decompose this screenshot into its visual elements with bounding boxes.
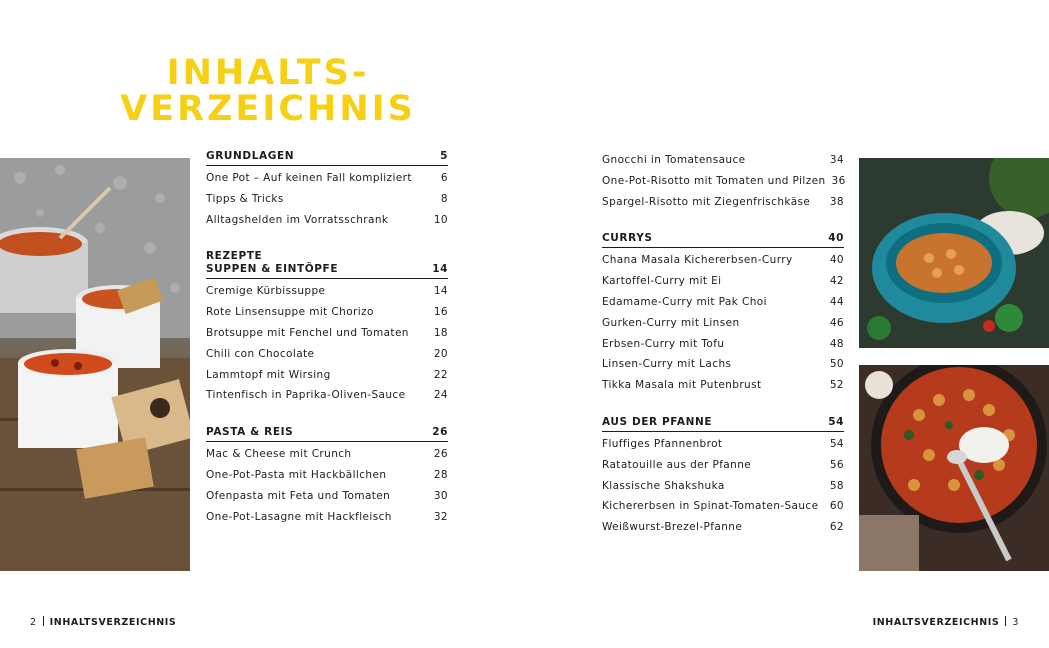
- toc-entry-label: Fluffiges Pfannenbrot: [602, 437, 723, 450]
- toc-entry-page: 54: [829, 437, 844, 450]
- toc-entry-label: Chana Masala Kichererbsen-Curry: [602, 254, 793, 267]
- toc-entry-label: Ratatouille aus der Pfanne: [602, 458, 752, 471]
- toc-section-pasta: [206, 426, 448, 527]
- footer-divider: [43, 616, 44, 626]
- toc-entry-label: Rote Linsensuppe mit Chorizo: [206, 306, 374, 319]
- page-number-right: 3: [1012, 617, 1019, 628]
- section-heading-label: CURRYS: [602, 232, 653, 245]
- toc-entry-label: One-Pot-Lasagne mit Hackfleisch: [206, 510, 392, 523]
- toc-entry-page: 42: [829, 275, 844, 288]
- section-heading: [206, 426, 448, 442]
- section-heading: [206, 250, 448, 279]
- footer-divider: [1005, 616, 1006, 626]
- toc-entry-page: 26: [433, 448, 448, 461]
- toc-section-pfanne: [602, 416, 844, 538]
- toc-entry-page: 20: [433, 347, 448, 360]
- toc-entry-label: Alltagshelden im Vorratsschrank: [206, 213, 389, 226]
- toc-entry: [206, 323, 448, 344]
- toc-section-suppen: [206, 250, 448, 406]
- toc-entry-label: Mac & Cheese mit Crunch: [206, 448, 352, 461]
- toc-column-left: [206, 150, 448, 547]
- section-heading-label: PASTA & REIS: [206, 426, 294, 439]
- toc-entry-label: Chili con Chocolate: [206, 347, 315, 360]
- toc-entry: [206, 210, 448, 231]
- toc-entry: [206, 168, 448, 189]
- toc-entry: [206, 281, 448, 302]
- toc-entry-page: 36: [831, 174, 846, 187]
- toc-entry-label: Gurken-Curry mit Linsen: [602, 316, 740, 329]
- curry-bowl-photo: [859, 158, 1049, 348]
- section-heading: [602, 232, 844, 248]
- toc-entry-label: Weißwurst-Brezel-Pfanne: [602, 521, 743, 534]
- toc-entry: [206, 486, 448, 507]
- toc-entry-page: 34: [829, 154, 844, 166]
- section-heading: [206, 150, 448, 166]
- toc-entry-page: 30: [433, 489, 448, 502]
- toc-entry-page: 10: [433, 213, 448, 226]
- toc-entry: [602, 496, 844, 517]
- footer-right: [873, 616, 1019, 628]
- toc-entry-label: One-Pot-Risotto mit Tomaten und Pilzen: [602, 174, 826, 187]
- section-heading-page: 14: [432, 263, 448, 276]
- section-heading-page: 40: [828, 232, 844, 245]
- section-heading: [602, 416, 844, 432]
- toc-entry-page: 14: [433, 285, 448, 298]
- toc-entry: [602, 434, 844, 455]
- toc-entry-label: Lammtopf mit Wirsing: [206, 368, 331, 381]
- toc-entry: [602, 313, 844, 334]
- toc-entry-label: Tipps & Tricks: [206, 192, 284, 205]
- toc-entry: [206, 507, 448, 528]
- toc-entry-label: Brotsuppe mit Fenchel und Tomaten: [206, 326, 409, 339]
- page-number-left: 2: [30, 617, 37, 628]
- chickpea-pan-photo: [859, 365, 1049, 571]
- toc-entry-label: Tikka Masala mit Putenbrust: [602, 379, 762, 392]
- toc-entry: [602, 476, 844, 497]
- toc-entry: [206, 365, 448, 386]
- toc-entry: [602, 354, 844, 375]
- toc-entry-label: Erbsen-Curry mit Tofu: [602, 337, 725, 350]
- toc-entry-page: 44: [829, 295, 844, 308]
- toc-entry-label: One Pot – Auf keinen Fall kompliziert: [206, 172, 412, 184]
- toc-entry-label: Spargel-Risotto mit Ziegenfrischkäse: [602, 195, 811, 208]
- toc-entry: [206, 344, 448, 365]
- toc-entry: [602, 192, 844, 213]
- section-heading-label: SUPPEN & EINTÖPFE: [206, 263, 339, 276]
- toc-entry: [602, 375, 844, 396]
- toc-entry-page: 38: [829, 195, 844, 208]
- toc-entry: [206, 189, 448, 210]
- toc-entry: [602, 334, 844, 355]
- toc-column-right: [602, 150, 844, 558]
- footer-label-left: INHALTSVERZEICHNIS: [49, 617, 177, 628]
- toc-entry: [602, 171, 844, 192]
- toc-entry-label: One-Pot-Pasta mit Hackbällchen: [206, 468, 387, 481]
- toc-entry-page: 6: [440, 172, 448, 184]
- toc-entry: [206, 385, 448, 406]
- toc-entry-page: 48: [829, 337, 844, 350]
- toc-entry: [602, 150, 844, 171]
- page-title: [118, 55, 418, 127]
- title-line-1: INHALTS-: [166, 53, 370, 93]
- toc-entry-page: 22: [433, 368, 448, 381]
- toc-section-currys: [602, 232, 844, 396]
- toc-entry-page: 60: [829, 500, 844, 513]
- section-heading-page: 54: [828, 415, 844, 428]
- toc-entry-label: Ofenpasta mit Feta und Tomaten: [206, 489, 391, 502]
- toc-entry-page: 16: [433, 306, 448, 319]
- toc-entry-page: 50: [829, 358, 844, 371]
- footer-left: [30, 616, 176, 628]
- toc-entry: [602, 271, 844, 292]
- toc-entry: [206, 444, 448, 465]
- toc-entry-page: 46: [829, 316, 844, 329]
- toc-entry-label: Kartoffel-Curry mit Ei: [602, 275, 722, 288]
- toc-entry-label: Cremige Kürbissuppe: [206, 285, 326, 298]
- section-heading-page: 5: [440, 150, 448, 162]
- toc-entry-label: Edamame-Curry mit Pak Choi: [602, 295, 767, 308]
- toc-entry-page: 8: [440, 192, 448, 205]
- toc-entry-label: Gnocchi in Tomatensauce: [602, 154, 746, 166]
- toc-entry-page: 56: [829, 458, 844, 471]
- toc-entry-label: Kichererbsen in Spinat-Tomaten-Sauce: [602, 500, 819, 513]
- toc-entry-page: 24: [433, 389, 448, 402]
- toc-entry-page: 62: [829, 521, 844, 534]
- toc-entry-label: Linsen-Curry mit Lachs: [602, 358, 732, 371]
- toc-section-grundlagen: [206, 150, 448, 230]
- section-heading-label: GRUNDLAGEN: [206, 150, 295, 162]
- toc-entry: [602, 517, 844, 538]
- toc-entry-page: 18: [433, 326, 448, 339]
- toc-section-risotto: [602, 150, 844, 212]
- toc-entry-page: 58: [829, 479, 844, 492]
- toc-entry-page: 40: [829, 254, 844, 267]
- title-line-2: VERZEICHNIS: [120, 89, 416, 129]
- soup-mugs-photo: [0, 158, 190, 571]
- toc-entry-page: 52: [829, 379, 844, 392]
- footer-label-right: INHALTSVERZEICHNIS: [872, 617, 1000, 628]
- toc-entry: [602, 292, 844, 313]
- section-heading-page: 26: [432, 426, 448, 439]
- toc-entry-label: Klassische Shakshuka: [602, 479, 725, 492]
- toc-entry: [602, 455, 844, 476]
- toc-entry-page: 28: [433, 468, 448, 481]
- section-preheading: REZEPTE: [206, 250, 263, 263]
- toc-entry: [206, 302, 448, 323]
- toc-entry: [602, 250, 844, 271]
- section-heading-label: AUS DER PFANNE: [602, 415, 713, 428]
- toc-entry: [206, 465, 448, 486]
- toc-entry-label: Tintenfisch in Paprika-Oliven-Sauce: [206, 389, 406, 402]
- toc-entry-page: 32: [433, 510, 448, 523]
